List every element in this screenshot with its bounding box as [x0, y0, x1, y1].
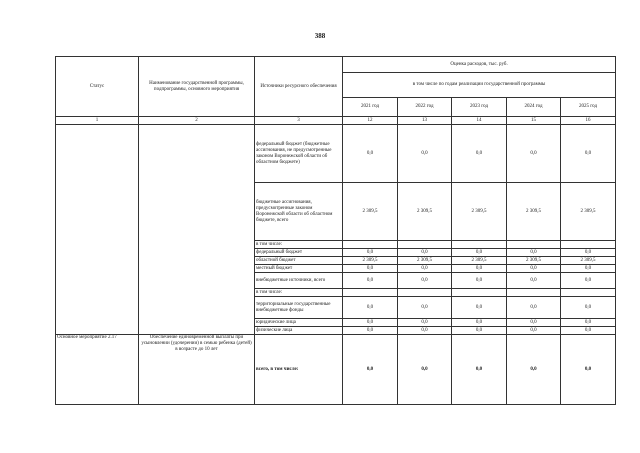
col-number: 12 [343, 117, 398, 125]
value-cell: 2 309,5 [398, 183, 452, 241]
col-number: 14 [452, 117, 507, 125]
col-number: 13 [398, 117, 452, 125]
value-cell: 0,0 [561, 327, 616, 335]
value-cell: 2 309,5 [452, 183, 507, 241]
table-row [56, 125, 616, 183]
value-cell: 0,0 [507, 249, 561, 257]
value-cell: 0,0 [507, 125, 561, 183]
value-cell: 0,0 [507, 265, 561, 273]
source-label: территориальные государственные внебюджетные фонды [255, 297, 343, 319]
col-number: 15 [507, 117, 561, 125]
value-cell: 0,0 [398, 319, 452, 327]
source-label: юридические лица [255, 319, 343, 327]
value-cell: 0,0 [507, 319, 561, 327]
value-cell: 0,0 [343, 273, 398, 289]
value-cell [561, 289, 616, 297]
value-cell: 0,0 [343, 265, 398, 273]
value-cell: 0,0 [561, 273, 616, 289]
value-cell: 0,0 [343, 319, 398, 327]
value-cell: 0,0 [561, 249, 616, 257]
value-cell: 2 309,5 [561, 257, 616, 265]
value-cell [452, 289, 507, 297]
value-cell: 0,0 [398, 265, 452, 273]
value-cell: 0,0 [343, 249, 398, 257]
value-cell: 0,0 [398, 273, 452, 289]
value-cell: 0,0 [452, 249, 507, 257]
measure-name: Обеспечение единовременной выплаты при усыновлении (удочерении) в семью ребенка (детей) в возрасте до 10 лет [139, 335, 255, 405]
value-cell: 0,0 [398, 249, 452, 257]
name-cell [139, 125, 255, 335]
value-cell [561, 241, 616, 249]
source-label: бюджетные ассигнования, предусмотренные законом Воронежской области об областном бюджете, всего [255, 183, 343, 241]
value-cell: 2 309,5 [343, 257, 398, 265]
value-cell [452, 241, 507, 249]
source-label: в том числе: [255, 289, 343, 297]
value-cell: 0,0 [561, 265, 616, 273]
header-name: Наименование государственной программы, подпрограммы, основного мероприятия [139, 57, 255, 117]
value-cell: 2 309,5 [507, 257, 561, 265]
value-cell [507, 241, 561, 249]
value-cell [398, 241, 452, 249]
value-cell: 0,0 [452, 265, 507, 273]
value-cell [343, 241, 398, 249]
value-cell: 0,0 [398, 297, 452, 319]
value-cell: 0,0 [507, 273, 561, 289]
value-cell: 0,0 [343, 297, 398, 319]
value-cell: 0,0 [561, 319, 616, 327]
value-cell: 0,0 [561, 125, 616, 183]
measure-value: 0,0 [343, 335, 398, 405]
value-cell: 2 309,5 [507, 183, 561, 241]
value-cell [398, 289, 452, 297]
value-cell: 0,0 [561, 297, 616, 319]
source-label: федеральный бюджет [255, 249, 343, 257]
source-label: внебюджетные источники, всего [255, 273, 343, 289]
col-number: 16 [561, 117, 616, 125]
header-year: 2025 год [561, 98, 616, 117]
value-cell: 0,0 [507, 327, 561, 335]
value-cell: 2 309,5 [398, 257, 452, 265]
measure-value: 0,0 [507, 335, 561, 405]
value-cell: 0,0 [343, 125, 398, 183]
source-label: федеральный бюджет (бюджетные ассигнования, не предусмотренные законом Воронежской области об областном бюджете) [255, 125, 343, 183]
page-number: 388 [314, 32, 326, 40]
source-label: физические лица [255, 327, 343, 335]
source-label: местный бюджет [255, 265, 343, 273]
header-status: Статус [56, 57, 139, 117]
header-year: 2023 год [452, 98, 507, 117]
measure-row [56, 335, 616, 405]
value-cell: 0,0 [452, 327, 507, 335]
header-sources: Источники ресурсного обеспечения [255, 57, 343, 117]
measure-value: 0,0 [398, 335, 452, 405]
value-cell [343, 289, 398, 297]
source-label: областной бюджет [255, 257, 343, 265]
col-number: 1 [56, 117, 139, 125]
value-cell: 0,0 [452, 273, 507, 289]
value-cell: 0,0 [507, 297, 561, 319]
measure-value: 0,0 [561, 335, 616, 405]
header-year: 2024 год [507, 98, 561, 117]
header-year: 2021 год [343, 98, 398, 117]
header-by-years: в том числе по годам реализации государственной программы [343, 73, 616, 98]
source-label: в том числе: [255, 241, 343, 249]
value-cell: 0,0 [452, 297, 507, 319]
status-cell [56, 125, 139, 335]
value-cell: 0,0 [398, 125, 452, 183]
col-number: 3 [255, 117, 343, 125]
value-cell: 0,0 [398, 327, 452, 335]
header-estimate: Оценка расходов, тыс. руб. [343, 57, 616, 73]
value-cell: 2 309,5 [452, 257, 507, 265]
measure-value: 0,0 [452, 335, 507, 405]
value-cell [507, 289, 561, 297]
value-cell: 0,0 [343, 327, 398, 335]
measure-status: Основное мероприятие 2.17 [56, 335, 139, 405]
col-number: 2 [139, 117, 255, 125]
measure-label: всего, в том числе: [255, 335, 343, 405]
value-cell: 0,0 [452, 319, 507, 327]
header-year: 2022 год [398, 98, 452, 117]
value-cell: 2 309,5 [343, 183, 398, 241]
budget-table [55, 56, 616, 405]
value-cell: 2 309,5 [561, 183, 616, 241]
value-cell: 0,0 [452, 125, 507, 183]
